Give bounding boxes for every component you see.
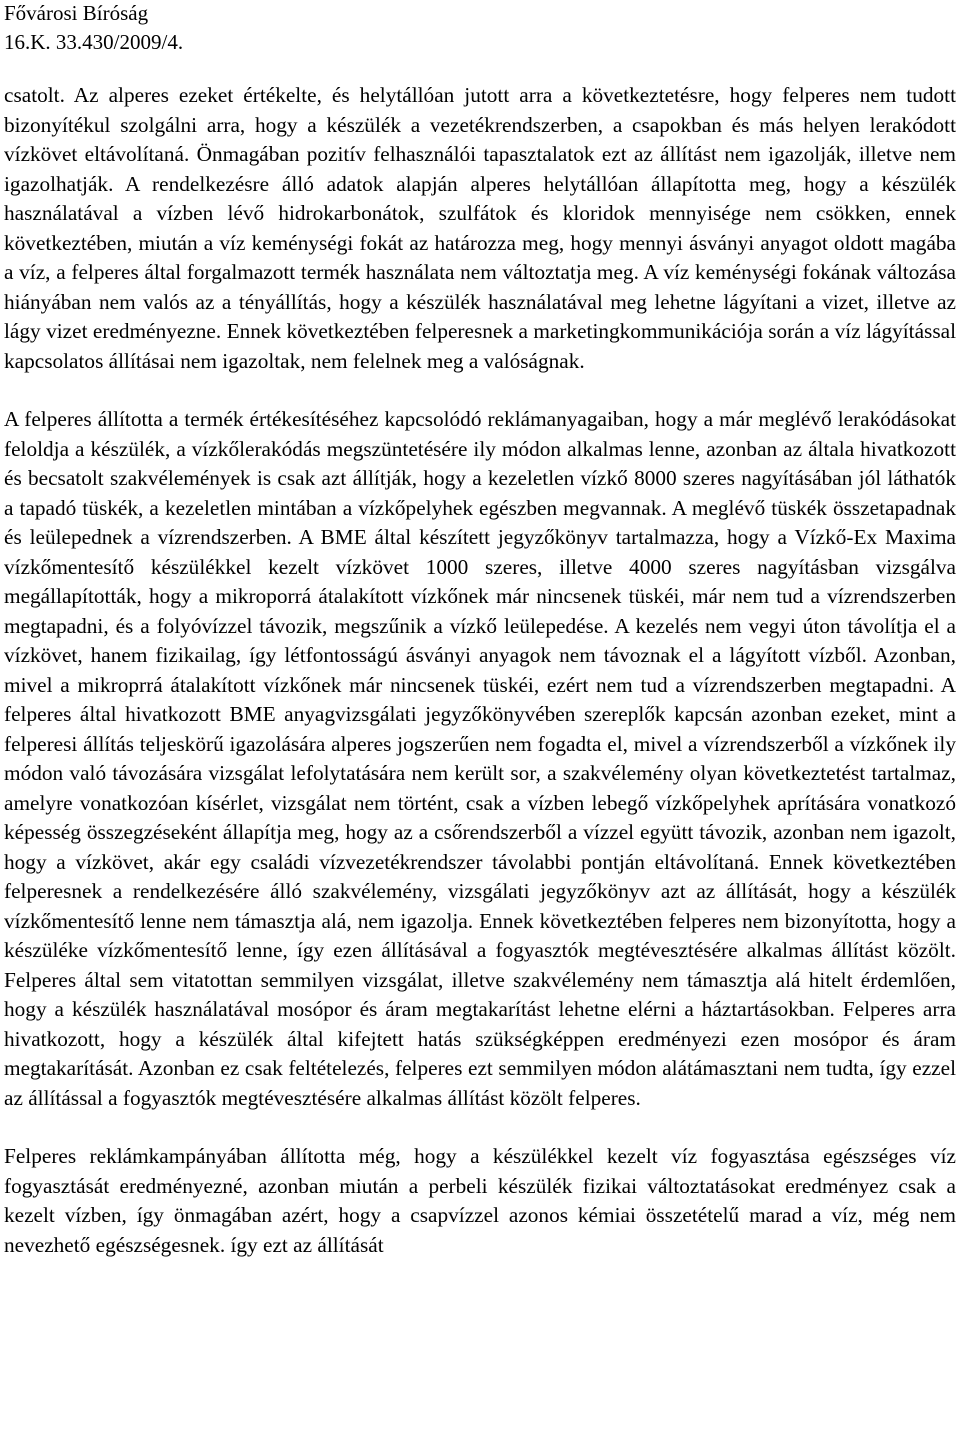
- case-number: 16.K. 33.430/2009/4.: [4, 30, 184, 54]
- court-name: Fővárosi Bíróság: [4, 1, 149, 25]
- paragraph-3: Felperes reklámkampányában állította még, hogy a készülékkel kezelt víz fogyasztása egészséges víz fogyasztását eredményezné, azonban miután a perbeli készülék fizikai változtatásokat eredményez csak a kezelt vízben, így önmagában azért, hogy a csapvízzel azonos kémiai összetételű marad a víz, még nem nevezhető egészségesnek. így ezt az állítását: [4, 1144, 956, 1257]
- document-header: [4, 0, 183, 57]
- paragraph-2: A felperes állította a termék értékesítéséhez kapcsolódó reklámanyagaiban, hogy a már meglévő lerakódásokat feloldja a készülék, a vízkőlerakódás megszüntetésére ily módon alkalmas lenne, azonban az általa hivatkozott és becsatolt szakvélemények is csak azt állítják, hogy a kezeletlen vízkő 8000 szeres nagyításában jól láthatók a tapadó tüskék, a kezeletlen mintában a vízkőpelyhek egészben megvannak. A meglévő tüskék összetapadnak és leülepednek a vízrendszerben. A BME által készített jegyzőkönyv tartalmazza, hogy a Vízkő-Ex Maxima vízkőmentesítő készülékkel kezelt vízkövet 1000 szeres, illetve 4000 szeres nagyításban vizsgálva megállapították, hogy a mikroporrá átalakított vízkőnek már nincsenek tüskéi, már nem tud a vízrendszerben megtapadni, és a folyóvízzel távozik, megszűnik a vízkő leülepedése. A kezelés nem vegyi úton távolítja el a vízkövet, hanem fizikailag, így létfontosságú ásványi anyagok nem távoznak el a lágyított vízből. Azonban, mivel a mikroprrá átalakított vízkőnek már nincsenek tüskéi, ezért nem tud a vízrendszerben megtapadni. A felperes által hivatkozott BME anyagvizsgálati jegyzőkönyvében szereplők kapcsán azonban ezeket, mint a felperesi állítás teljeskörű igazolására alperes jogszerűen nem fogadta el, mivel a vízrendszerből a vízkőnek ily módon való távozására vizsgálat lefolytatására nem került sor, a szakvélemény olyan következtetést tartalmaz, amelyre vonatkozóan kísérlet, vizsgálat nem történt, csak a vízben lebegő vízkőpelyhek aprítására vonatkozó képesség összegzéseként állapítja meg, hogy az a csőrendszerből a vízzel együtt távozik, azonban nem igazolt, hogy a vízkövet, akár egy családi vízvezetékrendszer távolabbi pontján eltávolítaná. Ennek következtében felperesnek a rendelkezésére álló szakvélemény, vizsgálati jegyzőkönyv azt az állítását, hogy a készülék vízkőmentesítő lenne nem támasztja alá, nem igazolja. Ennek következtében felperes nem bizonyította, hogy a készüléke vízkőmentesítő lenne, így ezen állításával a fogyasztók megtévesztésére alkalmas állítást közölt. Felperes által sem vitatottan semmilyen vizsgálat, illetve szakvélemény nem támasztja alá hitelt érdemlően, hogy a készülék használatával mosópor és áram megtakarítást lehetne elérni a háztartásokban. Felperes arra hivatkozott, hogy a készülék által kifejtett hatás szükségképpen eredményezi ezen mosópor és áram megtakarítását. Azonban ez csak feltételezés, felperes ezt semmilyen módon alátámasztani nem tudta, így ezzel az állítással a fogyasztók megtévesztésére alkalmas állítást közölt felperes.: [4, 407, 956, 1110]
- document-body: [4, 81, 956, 1260]
- paragraph-1: csatolt. Az alperes ezeket értékelte, és helytállóan jutott arra a következtetésre, hogy felperes nem tudott bizonyítékul szolgálni arra, hogy a készülék a vezetékrendszerben, a csapokban és más helyen lerakódott vízkövet eltávolítaná. Önmagában pozitív felhasználói tapasztalatok ezt az állítást nem igazolják, illetve nem igazolhatják. A rendelkezésre álló adatok alapján alperes helytállóan állapította meg, hogy a készülék használatával a vízben lévő hidrokarbonátok, szulfátok és kloridok mennyisége nem csökken, ennek következtében, miután a víz keménységi fokát az határozza meg, hogy mennyi ásványi anyagot oldott magába a víz, a felperes által forgalmazott termék használata nem változtatja meg. A víz keménységi fokának változása hiányában nem valós az a tényállítás, hogy a készülék használatával meg lehetne lágyítani a vizet, illetve az lágy vizet eredményezne. Ennek következtében felperesnek a marketingkommunikációja során a víz lágyítással kapcsolatos állításai nem igazoltak, nem felelnek meg a valóságnak.: [4, 83, 956, 373]
